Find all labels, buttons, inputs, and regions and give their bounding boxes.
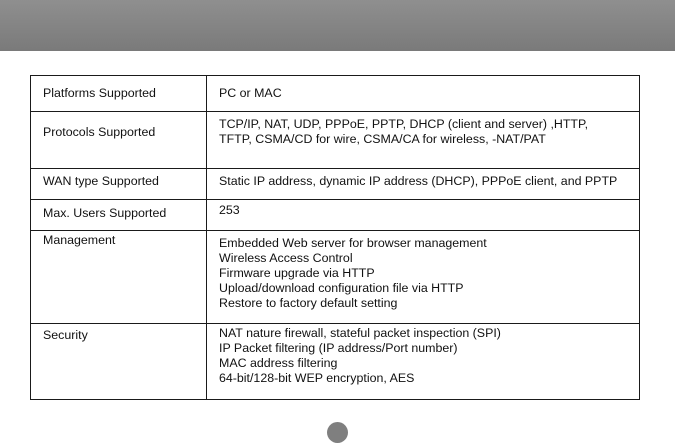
spec-value-line: 253 xyxy=(219,203,240,217)
spec-value-line: MAC address filtering xyxy=(219,356,338,370)
table-row-platforms xyxy=(31,76,640,112)
spec-value-platforms xyxy=(207,76,640,112)
spec-value-line: IP Packet filtering (IP address/Port number) xyxy=(219,341,458,355)
spec-value-line: Embedded Web server for browser management xyxy=(219,236,487,250)
table-row-wan-type xyxy=(31,169,640,200)
spec-value-protocols xyxy=(207,112,640,169)
spec-label-max-users: Max. Users Supported xyxy=(31,200,207,231)
spec-value-line: 64-bit/128-bit WEP encryption, AES xyxy=(219,371,415,385)
spec-value-security xyxy=(207,324,640,400)
spec-value-line: Firmware upgrade via HTTP xyxy=(219,266,375,280)
spec-value-max-users xyxy=(207,200,640,231)
spec-value-wan-type xyxy=(207,169,640,200)
spec-value-line: NAT nature firewall, stateful packet inspection (SPI) xyxy=(219,326,501,340)
header-bar xyxy=(0,0,675,51)
spec-label-platforms: Platforms Supported xyxy=(31,76,207,112)
spec-value-line: Restore to factory default setting xyxy=(219,296,398,310)
spec-value-line: Upload/download configuration file via HTTP xyxy=(219,281,464,295)
spec-value-management xyxy=(207,231,640,324)
spec-label-management: Management xyxy=(31,231,207,324)
page-number-circle xyxy=(327,422,348,443)
spec-value-line: TCP/IP, NAT, UDP, PPPoE, PPTP, DHCP (client and server) ,HTTP, xyxy=(219,117,589,131)
table-row-max-users xyxy=(31,200,640,231)
spec-label-security: Security xyxy=(31,324,207,400)
spec-value-line: TFTP, CSMA/CD for wire, CSMA/CA for wireless, -NAT/PAT xyxy=(219,132,546,146)
spec-value-line: Static IP address, dynamic IP address (DHCP), PPPoE client, and PPTP xyxy=(219,174,618,188)
spec-value-line: Wireless Access Control xyxy=(219,251,353,265)
table-row-management xyxy=(31,231,640,324)
spec-value-line: PC or MAC xyxy=(219,86,282,100)
specifications-table xyxy=(30,75,640,400)
spec-label-wan-type: WAN type Supported xyxy=(31,169,207,200)
spec-label-protocols: Protocols Supported xyxy=(31,112,207,169)
table-row-security xyxy=(31,324,640,400)
table-row-protocols xyxy=(31,112,640,169)
